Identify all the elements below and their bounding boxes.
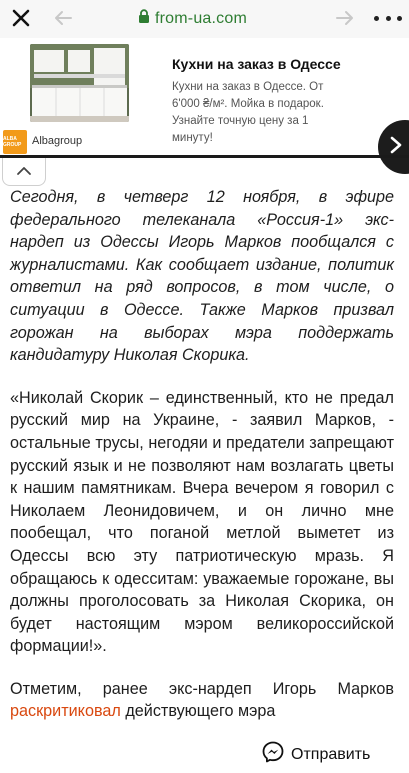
send-button-label: Отправить	[291, 745, 371, 763]
forward-arrow-icon[interactable]	[334, 7, 356, 29]
ad-collapse-button[interactable]	[2, 158, 46, 186]
address-bar[interactable]	[138, 7, 247, 31]
ad-title[interactable]: Кухни на заказ в Одессе	[172, 56, 341, 72]
browser-toolbar	[0, 0, 409, 38]
article-paragraph-text: действующего мэра	[125, 702, 276, 721]
ad-kitchen-image[interactable]	[30, 44, 129, 122]
ad-next-button[interactable]	[378, 120, 409, 174]
lock-icon	[138, 9, 150, 29]
messenger-icon	[262, 741, 284, 768]
url-text: from-ua.com	[155, 10, 247, 27]
article-quote-paragraph: «Николай Скорик – единственный, кто не предал русский мир на Украине, - заявил Марков, - остальные трусы, негодяи и предатели запрещают русский язык и не позволяют нам возлагать цветы к нашим памятникам. Вчера вечером я говорил с Николаем Леонидовичем, и он лично мне пообещал, что поганой метлой выметет из Одессы всю эту патриотическую мразь. Я обращаюсь к одесситам: уважаемые горожане, вы должны проголосовать за Николая Скорика, он будет настоящим мэром великороссийской формации!».	[10, 388, 394, 656]
article-link[interactable]: раскритиковал	[10, 702, 121, 721]
ad-banner[interactable]	[0, 38, 409, 156]
albagroup-logo: ALBA GROUP	[3, 130, 27, 154]
article-lead-paragraph: Сегодня, в четверг 12 ноября, в эфире федерального телеканала «Россия-1» экс-нардеп из Одессы Игорь Марков пообщался с журналистами. Как сообщает издание, политик ответил на ряд вопросов, в том числе, о ситуации в Одессе. Также Марков призвал горожан на выборах мэра поддержать кандидатуру Николая Скорика.	[10, 188, 394, 365]
ad-divider	[0, 155, 409, 158]
more-icon[interactable]	[374, 8, 402, 28]
article-paragraph	[10, 678, 394, 723]
more-dot	[386, 16, 391, 21]
more-dot	[374, 16, 379, 21]
more-dot	[397, 16, 402, 21]
close-icon[interactable]	[8, 5, 34, 31]
ad-description: Кухни на заказ в Одессе. От 6'000 ₴/м². Мойка в подарок. Узнайте точную цену за 1 минуту!	[172, 81, 324, 144]
ad-brand-name[interactable]: Albagroup	[32, 135, 83, 147]
chevron-up-icon	[16, 163, 32, 181]
share-bar	[0, 733, 409, 773]
article-paragraph-text: Отметим, ранее экс-нардеп Игорь Марков	[10, 679, 394, 698]
back-arrow-icon[interactable]	[52, 7, 74, 29]
send-button[interactable]	[262, 741, 370, 768]
article-body	[10, 186, 394, 723]
